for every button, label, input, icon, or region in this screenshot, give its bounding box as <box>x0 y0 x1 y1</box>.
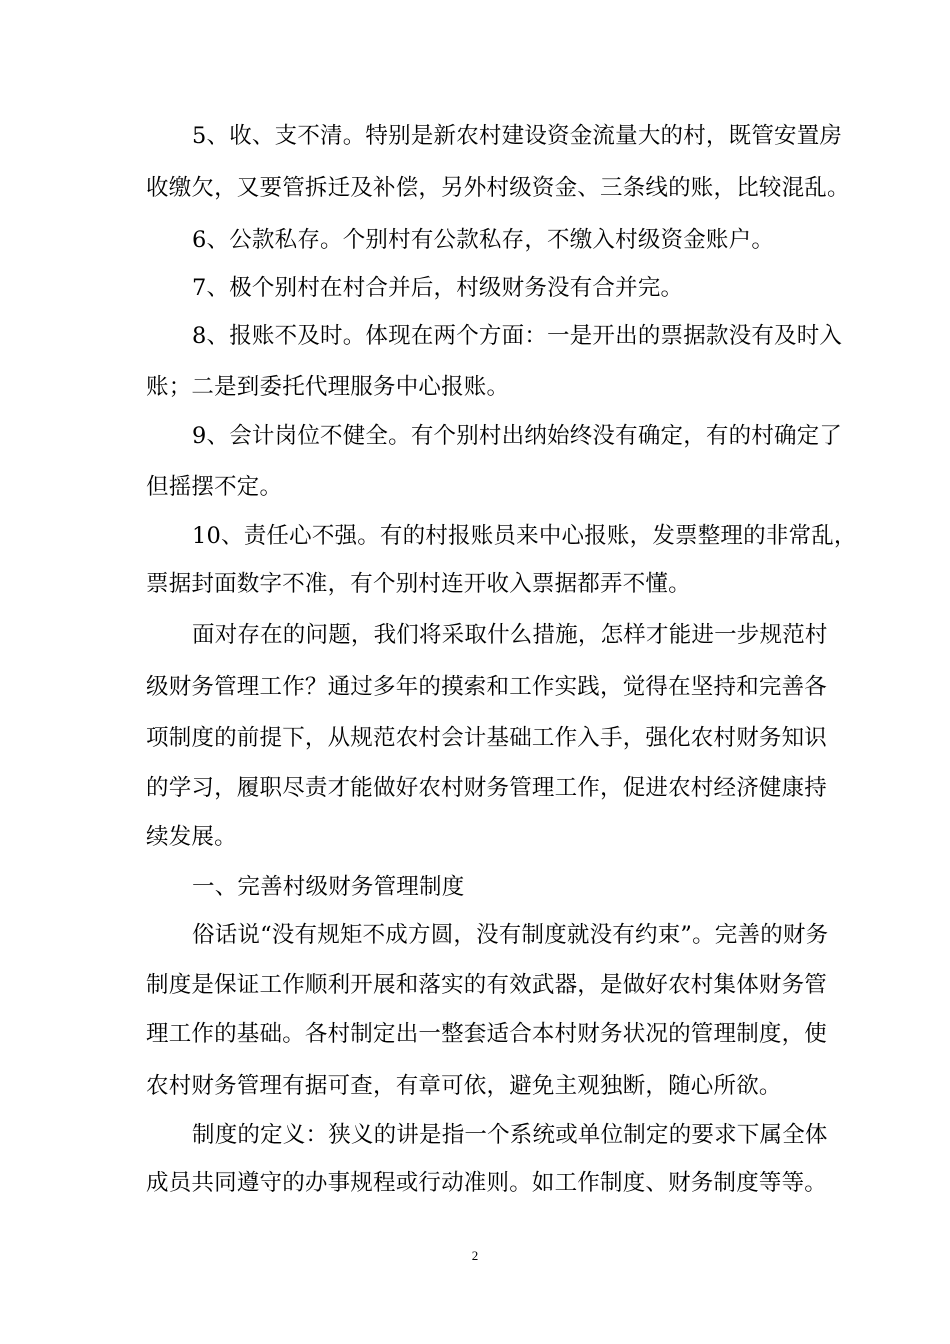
paragraph-line: 俗话说“没有规矩不成方圆，没有制度就没有约束”。完善的财务 <box>192 922 829 948</box>
paragraph-line: 但摇摆不定。 <box>146 474 283 500</box>
paragraph-line: 面对存在的问题，我们将采取什么措施，怎样才能进一步规范村 <box>192 622 828 648</box>
paragraph-line: 制度是保证工作顺利开展和落实的有效武器，是做好农村集体财务管 <box>146 972 828 998</box>
paragraph-line: 6、公款私存。个别村有公款私存，不缴入村级资金账户。 <box>192 227 775 253</box>
paragraph-line: 5、收、支不清。特别是新农村建设资金流量大的村，既管安置房 <box>192 123 843 149</box>
paragraph-line: 票据封面数字不准，有个别村连开收入票据都弄不懂。 <box>146 571 691 597</box>
page-number: 2 <box>471 1248 479 1263</box>
section-heading: 一、完善村级财务管理制度 <box>192 874 465 900</box>
paragraph-line: 成员共同遵守的办事规程或行动准则。如工作制度、财务制度等等。 <box>146 1170 828 1196</box>
paragraph-line: 农村财务管理有据可查，有章可依，避免主观独断，随心所欲。 <box>146 1073 782 1099</box>
paragraph-line: 的学习，履职尽责才能做好农村财务管理工作，促进农村经济健康持 <box>146 775 828 801</box>
paragraph-line: 级财务管理工作？通过多年的摸索和工作实践，觉得在坚持和完善各 <box>146 674 828 700</box>
paragraph-line: 制度的定义：狭义的讲是指一个系统或单位制定的要求下属全体 <box>192 1122 828 1148</box>
paragraph-line: 9、会计岗位不健全。有个别村出纳始终没有确定，有的村确定了 <box>192 423 843 449</box>
paragraph-line: 项制度的前提下，从规范农村会计基础工作入手，强化农村财务知识 <box>146 725 828 751</box>
paragraph-line: 收缴欠，又要管拆迁及补偿，另外村级资金、三条线的账，比较混乱。 <box>146 175 850 201</box>
paragraph-line: 理工作的基础。各村制定出一整套适合本村财务状况的管理制度，使 <box>146 1021 828 1047</box>
paragraph-line: 7、极个别村在村合并后，村级财务没有合并完。 <box>192 275 684 301</box>
paragraph-line: 10、责任心不强。有的村报账员来中心报账，发票整理的非常乱， <box>192 523 857 549</box>
paragraph-line: 续发展。 <box>146 824 237 850</box>
paragraph-line: 账；二是到委托代理服务中心报账。 <box>146 374 510 400</box>
paragraph-line: 8、报账不及时。体现在两个方面：一是开出的票据款没有及时入 <box>192 323 843 349</box>
